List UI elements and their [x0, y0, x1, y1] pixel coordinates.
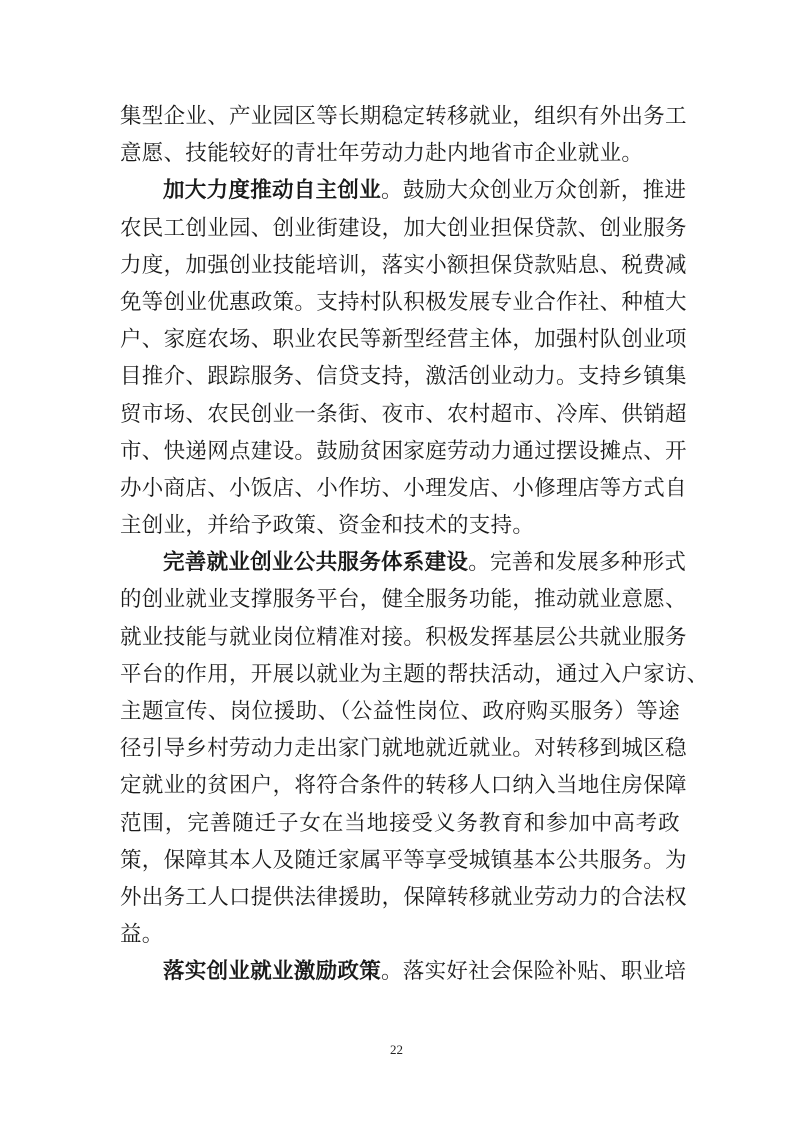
line-text: 农民工创业园、创业街建设，加大创业担保贷款、创业服务 [120, 215, 687, 241]
line-text: 。落实好社会保险补贴、职业培 [381, 959, 687, 985]
text-line [120, 544, 687, 581]
page-number: 22 [390, 1042, 403, 1057]
line-text: 集型企业、产业园区等长期稳定转移就业，组织有外出务工 [120, 104, 687, 129]
paragraph [120, 953, 687, 990]
text-line [120, 619, 687, 656]
paragraph [120, 172, 687, 544]
line-text: 益。 [120, 922, 164, 948]
paragraph-heading: 加大力度推动自主创业 [163, 178, 382, 204]
text-line [120, 842, 687, 879]
text-line [120, 656, 709, 693]
text-line [120, 953, 687, 990]
text-line [120, 470, 687, 507]
paragraph-heading: 落实创业就业激励政策 [163, 959, 382, 985]
paragraph [120, 544, 709, 953]
line-text: 。鼓励大众创业万众创新，推进 [381, 178, 687, 204]
line-text: 户、家庭农场、职业农民等新型经营主体，加强村队创业项 [120, 327, 687, 353]
text-line [120, 284, 687, 321]
line-text: 力度，加强创业技能培训，落实小额担保贷款贴息、税费减 [120, 252, 687, 278]
text-line [120, 767, 687, 804]
line-text: 贸市场、农民创业一条街、夜市、农村超市、冷库、供销超 [120, 401, 687, 427]
text-line [120, 507, 680, 544]
line-text: 办小商店、小饭店、小作坊、小理发店、小修理店等方式自 [120, 475, 687, 501]
line-text: 定就业的贫困户，将符合条件的转移人口纳入当地住房保障 [120, 773, 687, 799]
line-text: 意愿、技能较好的青壮年劳动力赴内地省市企业就业。 [120, 141, 644, 167]
text-line [120, 321, 687, 358]
line-text: 就业技能与就业岗位精准对接。积极发挥基层公共就业服务 [120, 624, 687, 650]
line-text: 径引导乡村劳动力走出家门就地就近就业。对转移到城区稳 [120, 736, 687, 762]
text-line [120, 581, 687, 618]
line-text: 的创业就业支撑服务平台，健全服务功能，推动就业意愿、 [120, 587, 687, 613]
line-text: 平台的作用，开展以就业为主题的帮扶活动，通过入户家访、 [120, 661, 709, 687]
text-line [120, 172, 687, 209]
line-text: 市、快递网点建设。鼓励贫困家庭劳动力通过摆设摊点、开 [120, 438, 687, 464]
text-line [120, 916, 680, 953]
text-line [120, 98, 687, 135]
text-line [120, 730, 687, 767]
text-line [120, 358, 687, 395]
text-line [120, 433, 687, 470]
line-text: 。完善和发展多种形式 [468, 550, 687, 576]
text-line [120, 805, 680, 842]
text-line [120, 693, 680, 730]
line-text: 范围，完善随迁子女在当地接受义务教育和参加中高考政 [120, 810, 680, 836]
line-text: 外出务工人口提供法律援助，保障转移就业劳动力的合法权 [120, 884, 687, 910]
line-text: 目推介、跟踪服务、信贷支持，激活创业动力。支持乡镇集 [120, 364, 687, 390]
text-line [120, 210, 687, 247]
line-text: 主创业，并给予政策、资金和技术的支持。 [120, 513, 535, 539]
text-line [120, 396, 687, 433]
paragraph [120, 98, 687, 172]
line-text: 免等创业优惠政策。支持村队积极发展专业合作社、种植大 [120, 289, 687, 315]
text-line [120, 135, 680, 172]
line-text: 主题宣传、岗位援助、（公益性岗位、政府购买服务）等途 [120, 699, 680, 724]
text-line [120, 879, 687, 916]
line-text: 策，保障其本人及随迁家属平等享受城镇基本公共服务。为 [120, 847, 687, 873]
body-text [120, 98, 709, 991]
text-line [120, 247, 687, 284]
paragraph-heading: 完善就业创业公共服务体系建设 [163, 550, 469, 576]
